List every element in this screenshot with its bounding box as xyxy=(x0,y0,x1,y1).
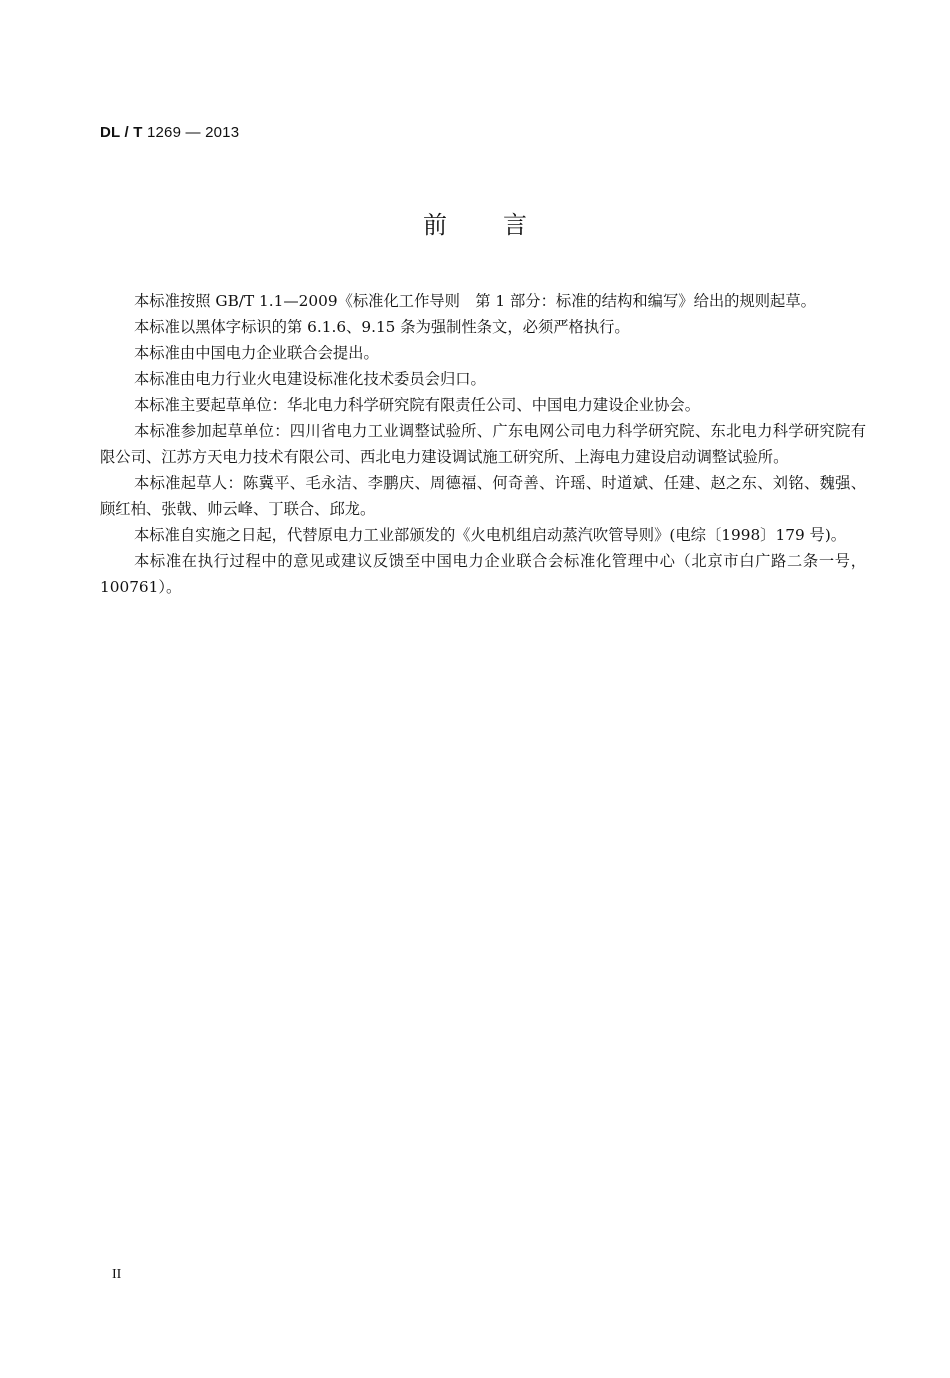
document-code xyxy=(100,124,239,141)
document-code-number: 1269 — 2013 xyxy=(142,124,240,141)
paragraph-under-jurisdiction: 本标准由电力行业火电建设标准化技术委员会归口。 xyxy=(134,370,486,388)
paragraph-drafting-rules: 本标准按照 GB/T 1.1—2009《标准化工作导则 第 1 部分：标准的结构和编写》给出的规则起草。 xyxy=(134,292,816,310)
page-title-char-2: 言 xyxy=(503,211,527,239)
paragraph-replacement: 本标准自实施之日起，代替原电力工业部颁发的《火电机组启动蒸汽吹管导则》(电综〔1998〕179 号)。 xyxy=(134,526,847,544)
page-title xyxy=(0,205,950,240)
document-code-prefix: DL / T xyxy=(100,124,143,141)
paragraph-main-drafting-units: 本标准主要起草单位：华北电力科学研究院有限责任公司、中国电力建设企业协会。 xyxy=(134,396,700,414)
foreword-body xyxy=(100,288,866,600)
page-number: II xyxy=(112,1267,122,1282)
paragraph-mandatory-clauses: 本标准以黑体字标识的第 6.1.6、9.15 条为强制性条文，必须严格执行。 xyxy=(134,318,630,336)
paragraph-feedback: 本标准在执行过程中的意见或建议反馈至中国电力企业联合会标准化管理中心（北京市白广路二条一号，100761）。 xyxy=(100,552,866,596)
page-title-char-1: 前 xyxy=(423,211,447,239)
paragraph-proposed-by: 本标准由中国电力企业联合会提出。 xyxy=(134,344,379,362)
paragraph-participating-units: 本标准参加起草单位：四川省电力工业调整试验所、广东电网公司电力科学研究院、东北电力科学研究院有限公司、江苏方天电力技术有限公司、西北电力建设调试施工研究所、上海电力建设启动调整试验所。 xyxy=(100,422,866,466)
paragraph-drafters: 本标准起草人：陈冀平、毛永洁、李鹏庆、周德福、何奇善、许瑶、时道斌、任建、赵之东、刘铭、魏强、顾红柏、张戟、帅云峰、丁联合、邱龙。 xyxy=(100,474,866,518)
